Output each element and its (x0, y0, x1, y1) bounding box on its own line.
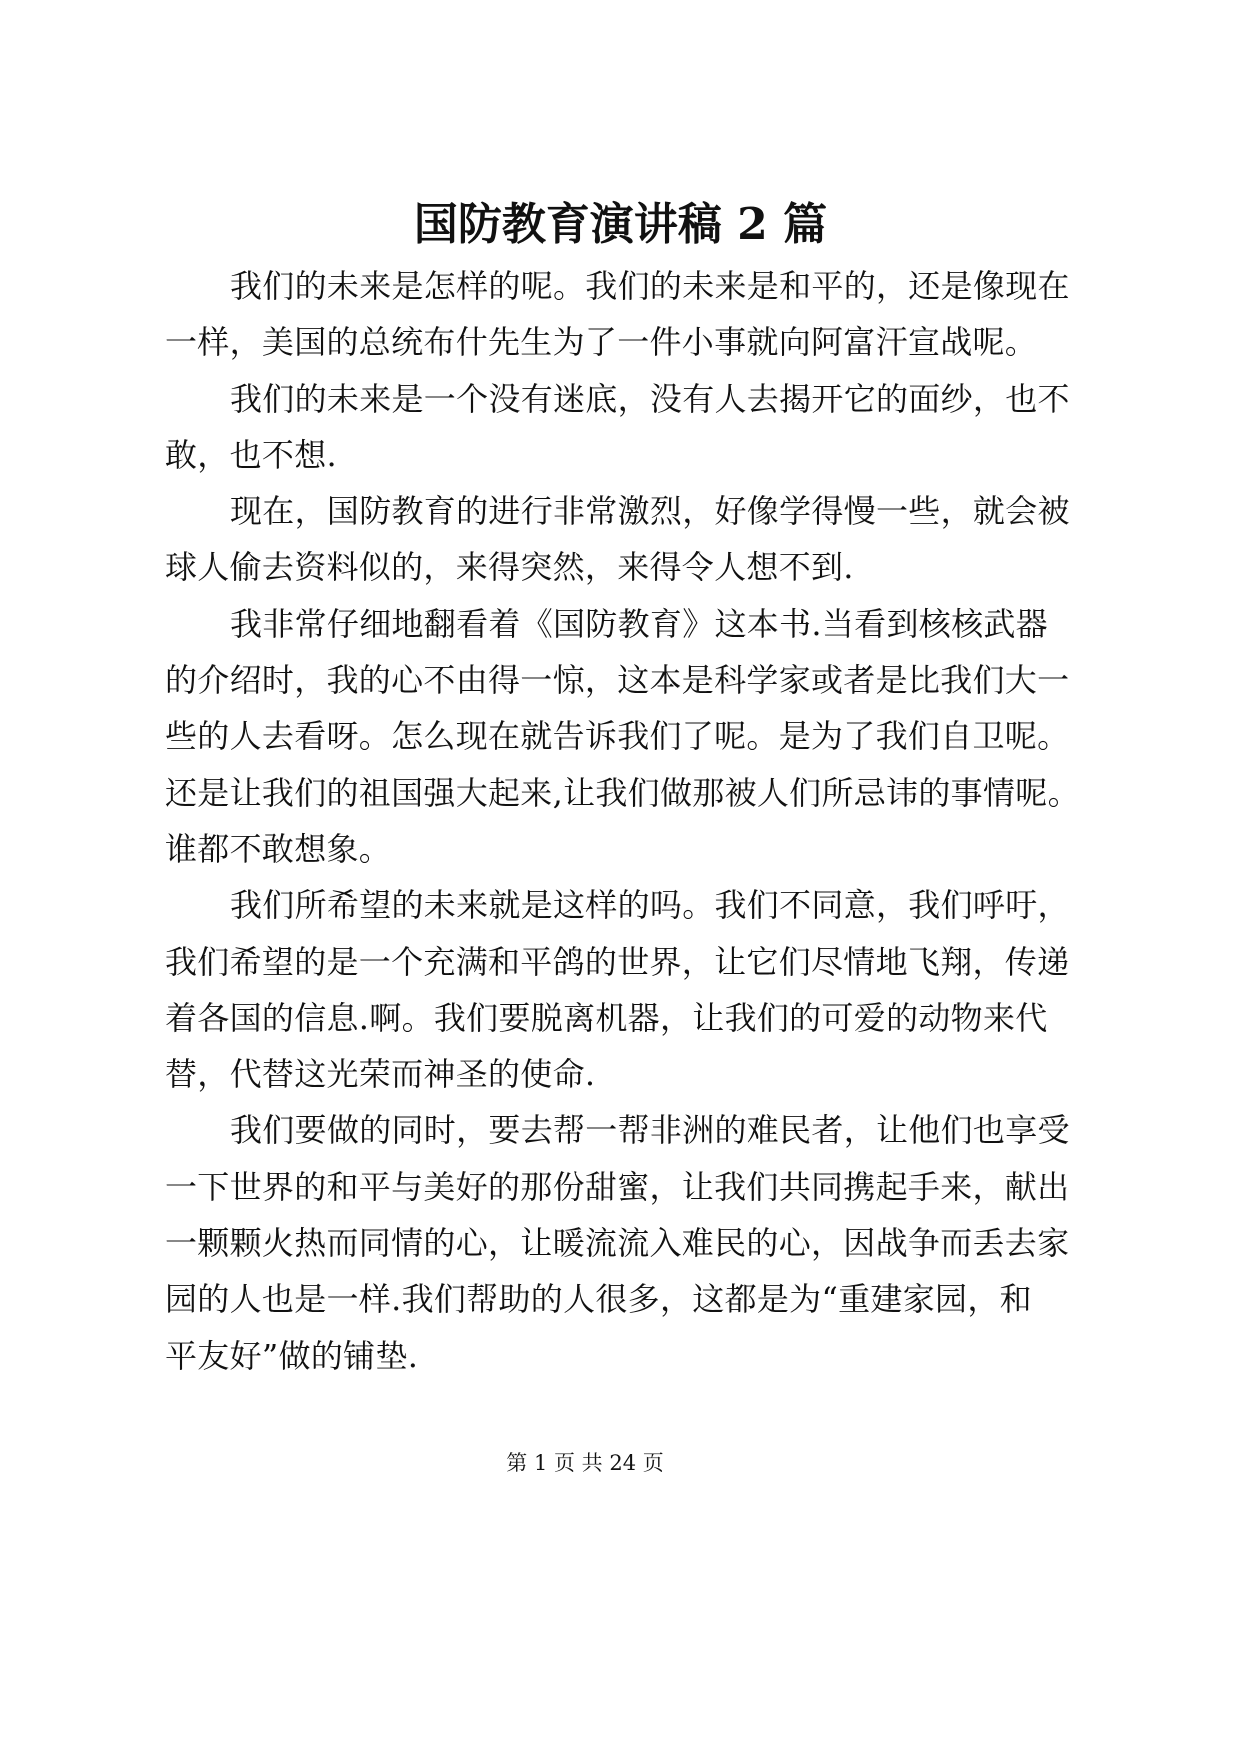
paragraph (165, 483, 1095, 596)
text-line: 我们所希望的未来就是这样的吗。我们不同意，我们呼吁， (230, 886, 1070, 925)
text-line: 我们希望的是一个充满和平鸽的世界，让它们尽情地飞翔，传递 (165, 942, 1070, 981)
text-line: 一样，美国的总统布什先生为了一件小事就向阿富汗宣战呢。 (165, 323, 1038, 362)
page-footer: 第 1 页 共 24 页 (506, 1451, 664, 1475)
text-line: 的介绍时，我的心不由得一惊，这本是科学家或者是比我们大一 (165, 661, 1070, 700)
paragraph (165, 877, 1095, 1102)
text-line: 我非常仔细地翻看着《国防教育》这本书.当看到核核武器 (230, 604, 1048, 643)
text-line: 着各国的信息.啊。我们要脱离机器，让我们的可爱的动物来代 (165, 998, 1048, 1037)
text-line: 球人偷去资料似的，来得突然，来得令人想不到. (165, 548, 854, 587)
document-body (165, 258, 1095, 1384)
paragraph (165, 1102, 1095, 1383)
text-line: 现在，国防教育的进行非常激烈，好像学得慢一些，就会被 (230, 492, 1070, 531)
paragraph (165, 596, 1095, 877)
text-line: 一下世界的和平与美好的那份甜蜜，让我们共同携起手来，献出 (165, 1167, 1070, 1206)
paragraph (165, 371, 1095, 484)
document-title: 国防教育演讲稿 2 篇 (413, 199, 828, 250)
text-line: 我们的未来是一个没有迷底，没有人去揭开它的面纱，也不 (230, 379, 1070, 418)
text-line: 园的人也是一样.我们帮助的人很多，这都是为“重建家园，和 (165, 1280, 1032, 1319)
text-line: 敢，也不想. (165, 435, 337, 474)
text-line: 替，代替这光荣而神圣的使命. (165, 1055, 596, 1094)
text-line: 谁都不敢想象。 (165, 829, 392, 868)
text-line: 我们要做的同时，要去帮一帮非洲的难民者，让他们也享受 (230, 1111, 1070, 1150)
text-line: 我们的未来是怎样的呢。我们的未来是和平的，还是像现在 (230, 267, 1070, 305)
text-line: 还是让我们的祖国强大起来,让我们做那被人们所忌讳的事情呢。 (165, 773, 1080, 812)
paragraph (165, 258, 1095, 371)
text-line: 一颗颗火热而同情的心，让暖流流入难民的心，因战争而丢去家 (165, 1224, 1070, 1263)
text-line: 些的人去看呀。怎么现在就告诉我们了呢。是为了我们自卫呢。 (165, 717, 1070, 756)
text-line: 平友好”做的铺垫. (165, 1336, 419, 1375)
